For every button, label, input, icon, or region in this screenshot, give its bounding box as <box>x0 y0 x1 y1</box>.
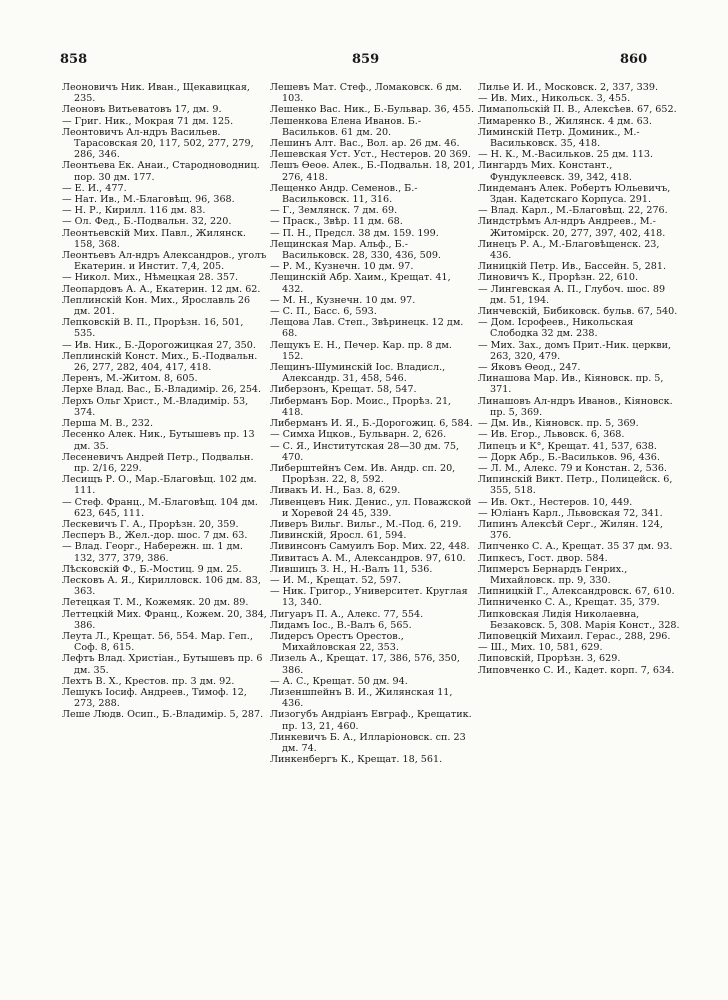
directory-entry: Линкевичъ Б. А., Илларіоновск. сп. 23 дм. 74. <box>270 731 469 754</box>
directory-entry: Лесперъ В., Жел.-дор. шос. 7 дм. 63. <box>62 530 248 542</box>
directory-entry: Ливинсонъ Самуилъ Бор. Мих. 22, 448. <box>270 541 470 553</box>
directory-entry: — Дом. Ісрофеев., Никольская Слободка 32 дм. 238. <box>478 317 637 340</box>
directory-entry: Лешинъ Алт. Вас., Вол. ар. 26 дм. 46. <box>270 138 460 150</box>
directory-column-3 <box>478 82 683 676</box>
page-number-left: 858 <box>60 52 88 67</box>
directory-entry: Леше Людв. Осип., Б.-Владимір. 5, 287. <box>62 709 264 721</box>
directory-entry: Лѣсковскій Ф., Б.-Мостиц. 9 дм. 25. <box>62 563 242 575</box>
directory-entry: Линовичъ К., Прорѣзн. 22, 610. <box>478 272 639 284</box>
directory-entry: — Н. К., М.-Васильков. 25 дм. 113. <box>478 149 654 161</box>
directory-entry: Липинъ Алексѣй Серг., Жилян. 124, 376. <box>478 518 666 542</box>
directory-entry: Леоновъ Витьеватовъ 17, дм. 9. <box>62 104 222 116</box>
directory-entry: Лефтъ Влад. Христіан., Бутышевъ пр. 6 дм. 35. <box>62 653 266 676</box>
directory-entry: Липченко С. А., Крещат. 35 37 дм. 93. <box>478 541 673 553</box>
directory-entry: Летецкая Т. М., Кожемяк. 20 дм. 89. <box>62 597 249 609</box>
directory-entry: — Р. М., Кузнечн. 10 дм. 97. <box>270 261 414 273</box>
directory-entry: Лещенко Андр. Семенов., Б.-Васильковск. 11, 316. <box>270 182 418 206</box>
directory-entry: Лизель А., Крещат. 17, 386, 576, 350, 386. <box>270 653 463 676</box>
directory-entry: Линашова Мар. Ив., Кіяновск. пр. 5, 371. <box>478 373 667 396</box>
directory-entry: — Юліанъ Карл., Львовская 72, 341. <box>478 507 663 519</box>
directory-entry: Леопардовъ А. А., Екатерин. 12 дм. 62. <box>62 283 261 295</box>
directory-entry: — Мих. Зах., домъ Прит.-Ник. церкви, 263, 320, 479. <box>478 339 675 362</box>
directory-entry: Линдеманъ Алек. Робертъ Юльевичъ, Здан. Кадетскаго Корпуса. 291. <box>478 182 674 206</box>
directory-entry: Лиминскій Петр. Доминик., М.-Васильковск. 35, 418. <box>478 126 640 150</box>
directory-entry: Лешевская Уст. Уст., Нестеров. 20 369. <box>270 149 471 161</box>
directory-entry: — Ив. Ник., Б.-Дорогожицкая 27, 350. <box>62 339 256 351</box>
directory-entry: Лещинская Мар. Альф., Б.-Васильковск. 28, 330, 436, 509. <box>270 238 441 262</box>
page-number-right: 860 <box>620 52 648 67</box>
directory-entry: Ливитасъ А. М., Александров. 97, 610. <box>270 552 466 564</box>
directory-entry: — Ив. Мих., Никольск. 3, 455. <box>478 93 631 105</box>
directory-entry: Лещинскій Абр. Хаим., Крещат. 41, 432. <box>270 272 454 295</box>
directory-entry: Лерхе Влад. Вас., Б.-Владимір. 26, 254. <box>62 384 262 396</box>
directory-entry: — И. М., Крещат. 52, 597. <box>270 574 402 586</box>
directory-entry: — Ш., Мих. 10, 581, 629. <box>478 642 603 654</box>
directory-entry: Ливеръ Вильг. Вильг., М.-Под. 6, 219. <box>270 518 462 530</box>
directory-entry: Ливакъ И. Н., Баз. 8, 629. <box>270 485 401 497</box>
directory-column-1 <box>62 82 270 721</box>
directory-entry: Лещинъ-Шуминскій Іос. Владисл., Александр. 31, 458, 546. <box>270 362 449 385</box>
directory-entry: Лерхъ Ольг Христ., М.-Владимір. 53, 374. <box>62 395 252 418</box>
directory-entry: — Яковъ Ѳеод., 247. <box>478 362 581 374</box>
directory-entry: Лимапольскій П. В., Алексѣев. 67, 652. <box>478 104 677 116</box>
directory-entry: — Влад. Карл., М.-Благовѣщ. 22, 276. <box>478 205 668 217</box>
directory-entry: — Григ. Ник., Мокрая 71 дм. 125. <box>62 115 234 127</box>
directory-entry: Линашовъ Ал-ндръ Иванов., Кіяновск. пр. 5, 369. <box>478 395 676 418</box>
directory-entry: — Влад. Георг., Набережн. ш. 1 дм. 132, 377, 379, 386. <box>62 541 246 564</box>
directory-entry: Линкенбергъ К., Крещат. 18, 561. <box>270 754 443 766</box>
directory-entry: — Ив. Егор., Львовск. 6, 368. <box>478 429 625 441</box>
directory-entry: Лившицъ З. Н., Н.-Валъ 11, 536. <box>270 563 433 575</box>
directory-entry: Либерманъ Бор. Моис., Прорѣз. 21, 418. <box>270 395 455 418</box>
directory-entry: Ливинскій, Яросл. 61, 594. <box>270 530 407 542</box>
directory-entry: Липниченко С. А., Крещат. 35, 379. <box>478 597 660 609</box>
page-number-middle: 859 <box>352 52 380 67</box>
directory-entry: Лимаренко В., Жилянск. 4 дм. 63. <box>478 115 652 127</box>
directory-entry: Липовченко С. И., Кадет. корп. 7, 634. <box>478 664 675 676</box>
directory-entry: — П. Н., Предсл. 38 дм. 159. 199. <box>270 227 439 239</box>
directory-entry: Лескевичъ Г. А., Прорѣзн. 20, 359. <box>62 518 239 530</box>
directory-entry: Лешъ Ѳеоѳ. Алек., Б.-Подвальн. 18, 201, 276, 418. <box>270 160 478 183</box>
directory-entry: Лепковскій В. П., Прорѣзн. 16, 501, 535. <box>62 317 247 340</box>
directory-entry: Лешенкова Елена Иванов. Б.-Васильков. 61 дм. 20. <box>270 115 422 138</box>
directory-entry: — Никол. Мих., Нѣмецкая 28. 357. <box>62 272 239 284</box>
directory-entry: Линчевскій, Бибиковск. бульв. 67, 540. <box>478 306 678 318</box>
directory-entry: — Стеф. Франц., М.-Благовѣщ. 104 дм. 623, 645, 111. <box>62 496 261 519</box>
directory-entry: Лигуаръ П. А., Алекс. 77, 554. <box>270 608 424 620</box>
directory-entry: — Симха Ицков., Бульварн. 2, 626. <box>270 429 447 441</box>
directory-entry: Леоновичъ Ник. Иван., Щекавицкая, 235. <box>62 82 253 105</box>
directory-entry: — Лингевская А. П., Глубоч. шос. 89 дм. 51, 194. <box>478 283 669 306</box>
directory-entry: Лерша М. В., 232. <box>62 418 153 430</box>
directory-entry: Леренъ, М.-Житом. 8, 605. <box>62 373 198 385</box>
directory-entry: Лингардъ Мих. Констант., Фундуклеевск. 39, 342, 418. <box>478 160 632 183</box>
directory-entry: — Ив. Окт., Нестеров. 10, 449. <box>478 496 633 508</box>
directory-entry: Линецъ Р. А., М.-Благовѣщенск. 23, 436. <box>478 238 663 262</box>
directory-entry: Ливенцевъ Ник. Денис., ул. Поважской и Хоревой 24 45, 339. <box>270 496 475 519</box>
directory-entry: Леута Л., Крещат. 56, 554. Мар. Геп., Соф. 8, 615. <box>62 630 256 654</box>
directory-column-2 <box>270 82 478 766</box>
directory-entry: Липинскій Викт. Петр., Полицейск. 6, 355, 518. <box>478 474 676 497</box>
directory-entry: Липницкій Г., Александровск. 67, 610. <box>478 586 675 598</box>
directory-entry: — Ол. Фед., Б.-Подвальн. 32, 220. <box>62 216 232 228</box>
directory-entry: Леплинскій Конст. Мих., Б.-Подвальн. 26, 277, 282, 404, 417, 418. <box>62 350 261 374</box>
directory-entry: — Г., Землянск. 7 дм. 69. <box>270 205 398 217</box>
directory-entry: Лещукъ Е. Н., Печер. Кар. пр. 8 дм. 152. <box>270 339 455 362</box>
directory-entry: — С. Я., Институтская 28—30 дм. 75, 470. <box>270 440 463 463</box>
directory-entry: Липмерсъ Бернардъ Генрих., Михайловск. пр. 9, 330. <box>478 563 631 586</box>
directory-entry: Либерштейнъ Сем. Ив. Андр. сп. 20, Прорѣзн. 22, 8, 592. <box>270 462 459 486</box>
directory-entry: — Е. И., 477. <box>62 182 127 194</box>
directory-entry: Лилье И. И., Московск. 2, 337, 339. <box>478 82 659 93</box>
directory-entry: — Ник. Григор., Университет. Круглая 13, 340. <box>270 586 471 609</box>
directory-entry: Лизеншпейнъ В. И., Жилянская 11, 436. <box>270 686 456 710</box>
directory-entry: Лесеневичъ Андрей Петр., Подвальн. пр. 2/16, 229. <box>62 451 257 474</box>
directory-entry: Лидерсъ Орестъ Орестов., Михайловская 22, 353. <box>270 630 407 654</box>
directory-entry: Либерманъ И. Я., Б.-Дорогожиц. 6, 584. <box>270 418 473 430</box>
directory-entry: Липовскій, Прорѣзн. 3, 629. <box>478 653 621 665</box>
directory-entry: Леонтьевъ Ал-ндръ Александров., уголъ Екатерин. и Инстит. 7,4, 205. <box>62 250 270 273</box>
directory-entry: Леонтьевскій Мих. Павл., Жилянск. 158, 368. <box>62 227 249 250</box>
directory-entry: Либерзонъ, Крещат. 58, 547. <box>270 384 417 396</box>
directory-entry: Липецъ и К°, Крещат. 41, 537, 638. <box>478 440 657 452</box>
directory-entry: Лешукъ Іосиф. Андреев., Тимоф. 12, 273, 288. <box>62 686 250 710</box>
directory-entry: — М. Н., Кузнечн. 10 дм. 97. <box>270 294 416 306</box>
directory-entry: Лизогубъ Андріанъ Евграф., Крещатик. пр. 13, 21, 460. <box>270 709 475 732</box>
directory-entry: — С. П., Басс. 6, 593. <box>270 306 377 318</box>
directory-entry: Лесенко Алек. Ник., Бутышевъ пр. 13 дм. 35. <box>62 429 258 452</box>
directory-entry: — Дорк Абр., Б.-Васильков. 96, 436. <box>478 451 660 463</box>
directory-entry: Леонтьева Ек. Анаи., Стародноводниц. пор. 30 дм. 177. <box>62 160 263 183</box>
directory-entry: — Л. М., Алекс. 79 и Констан. 2, 536. <box>478 462 667 474</box>
directory-entry: — Праск., Звѣр. 11 дм. 68. <box>270 216 403 228</box>
directory-entry: Лесковъ А. Я., Кирилловск. 106 дм. 83, 363. <box>62 574 264 598</box>
directory-entry: — Дм. Ив., Кіяновск. пр. 5, 369. <box>478 418 639 430</box>
directory-entry: Леплинскій Кон. Мих., Ярославль 26 дм. 201. <box>62 294 254 318</box>
directory-entry: Линдстрѣмъ Ал-ндръ Андреев., М.-Житомірск. 20, 277, 397, 402, 418. <box>478 216 666 239</box>
directory-entry: Линицкій Петр. Ив., Бассейн. 5, 281. <box>478 261 667 273</box>
directory-entry: — Нат. Ив., М.-Благовѣщ. 96, 368. <box>62 194 235 206</box>
directory-entry: Лешенко Вас. Ник., Б.-Бульвар. 36, 455. <box>270 104 475 116</box>
directory-entry: Липовецкій Михаил. Герас., 288, 296. <box>478 630 671 642</box>
directory-entry: Лехтъ В. Х., Крестов. пр. 3 дм. 92. <box>62 675 235 687</box>
directory-entry: — А. С., Крещат. 50 дм. 94. <box>270 675 408 687</box>
directory-entry: Лесищъ Р. О., Мар.-Благовѣщ. 102 дм. 111. <box>62 474 260 497</box>
directory-entry: Леонтовичъ Ал-ндръ Васильев. Тарасовская 20, 117, 502, 277, 279, 286, 346. <box>62 126 257 161</box>
directory-entry: Лещова Лав. Степ., Звѣринецк. 12 дм. 68. <box>270 317 467 340</box>
directory-entry: Леттецкій Мих. Франц., Кожем. 20, 384, 386. <box>62 608 270 631</box>
directory-entry: Лидамъ Іос., В.-Валъ 6, 565. <box>270 619 412 631</box>
directory-entry: Липкесъ, Гост. двор. 584. <box>478 552 608 564</box>
directory-entry: Липковская Лидія Николаевна, Безаковск. 5, 308. Марія Конст., 328. <box>478 608 680 631</box>
directory-entry: — Н. Р., Кирилл. 116 дм. 83. <box>62 205 206 217</box>
directory-entry: Лешевъ Мат. Стеф., Ломаковск. 6 дм. 103. <box>270 82 466 105</box>
